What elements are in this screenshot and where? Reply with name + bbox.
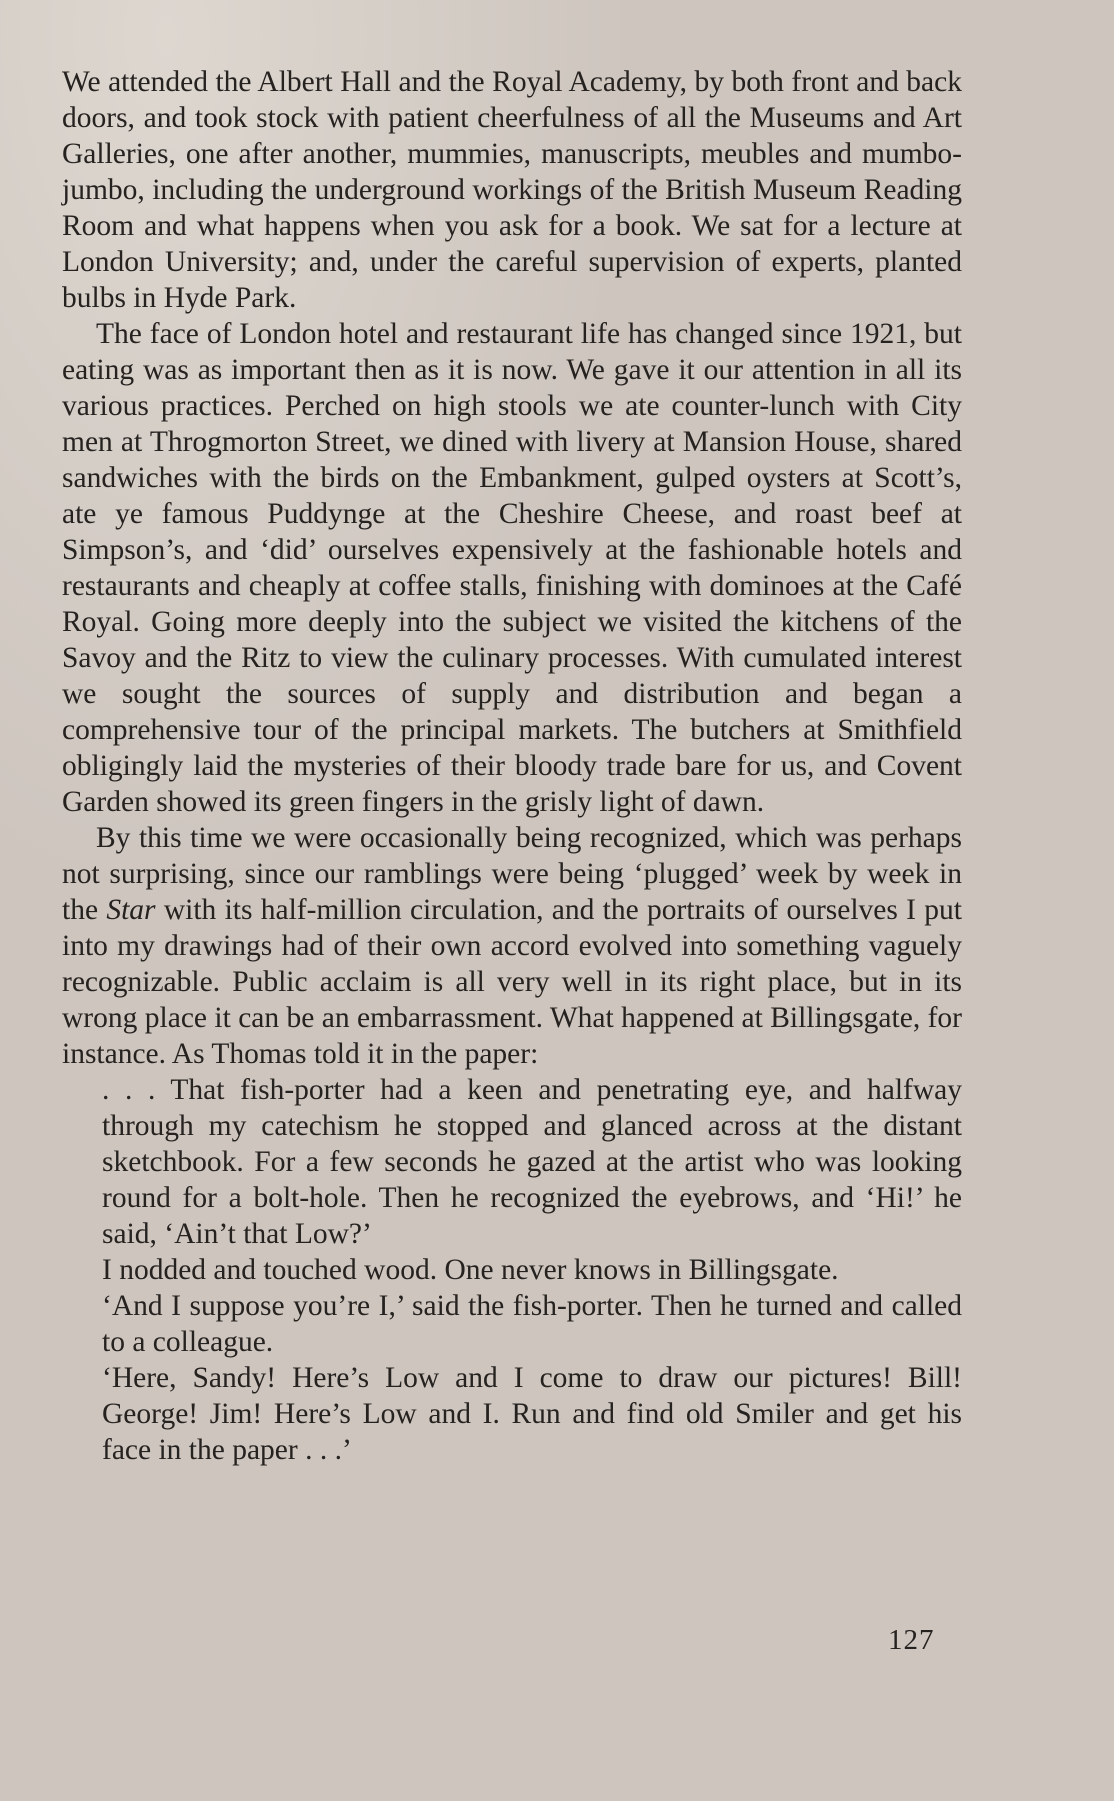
paragraph-museums: We attended the Albert Hall and the Royal Academy, by both front and back doors, and took stock with patient cheerfulness of all the Museums and Art Galleries, one after another, mummies, manuscripts, meubles and mumbo-jumbo, including the underground workings of the British Museum Reading Room and what happens when you ask for a book. We sat for a lecture at London University; and, under the careful supervision of experts, planted bulbs in Hyde Park. <box>62 66 962 314</box>
paragraph-restaurants: The face of London hotel and restaurant life has changed since 1921, but eating was as important then as it is now. We gave it our attention in all its various practices. Perched on high stools we ate counter-lunch with City men at Throgmorton Street, we dined with livery at Mansion House, shared sandwiches with the birds on the Embankment, gulped oysters at Scott’s, ate ye famous Puddynge at the Cheshire Cheese, and roast beef at Simpson’s, and ‘did’ ourselves expensively at the fashionable hotels and restaurants and cheaply at coffee stalls, finishing with dominoes at the Café Royal. Going more deeply into the subject we visited the kitchens of the Savoy and the Ritz to view the culinary processes. With cumulated interest we sought the sources of supply and distribution and began a comprehensive tour of the principal markets. The butchers at Smithfield obligingly laid the mysteries of their bloody trade bare for us, and Covent Garden showed its green fingers in the grisly light of dawn. <box>62 318 962 818</box>
paragraph-recognition-text-b: with its half-million circulation, and the portraits of ourselves I put into my drawings had of their own accord evolved into something vaguely recognizable. Public acclaim is all very well in its right place, but in its wrong place it can be an embarrassment. What happened at Billingsgate, for instance. As Thomas told it in the paper: <box>62 894 962 1070</box>
quote-paragraph-sandy: ‘Here, Sandy! Here’s Low and I come to draw our pictures! Bill! George! Jim! Here’s Low and I. Run and find old Smiler and get his face in the paper . . .’ <box>102 1362 962 1466</box>
book-page-body <box>62 64 962 1468</box>
page-number: 127 <box>888 1624 935 1656</box>
quote-paragraph-suppose: ‘And I suppose you’re I,’ said the fish-porter. Then he turned and called to a colleague. <box>102 1290 962 1358</box>
quote-paragraph-fish-porter: . . . That fish-porter had a keen and penetrating eye, and halfway through my catechism he stopped and glanced across at the distant sketchbook. For a few seconds he gazed at the artist who was looking round for a bolt-hole. Then he recognized the eyebrows, and ‘Hi!’ he said, ‘Ain’t that Low?’ <box>102 1074 962 1250</box>
star-newspaper-title: Star <box>106 894 156 926</box>
paragraph-recognition-text-a: By this time we were occasionally being recognized, which was perhaps not surprising, since our ramblings were being ‘plugged’ week by week in the <box>62 822 962 926</box>
paragraph-recognition <box>62 820 962 1072</box>
quote-paragraph-nodded: I nodded and touched wood. One never knows in Billingsgate. <box>102 1254 839 1286</box>
